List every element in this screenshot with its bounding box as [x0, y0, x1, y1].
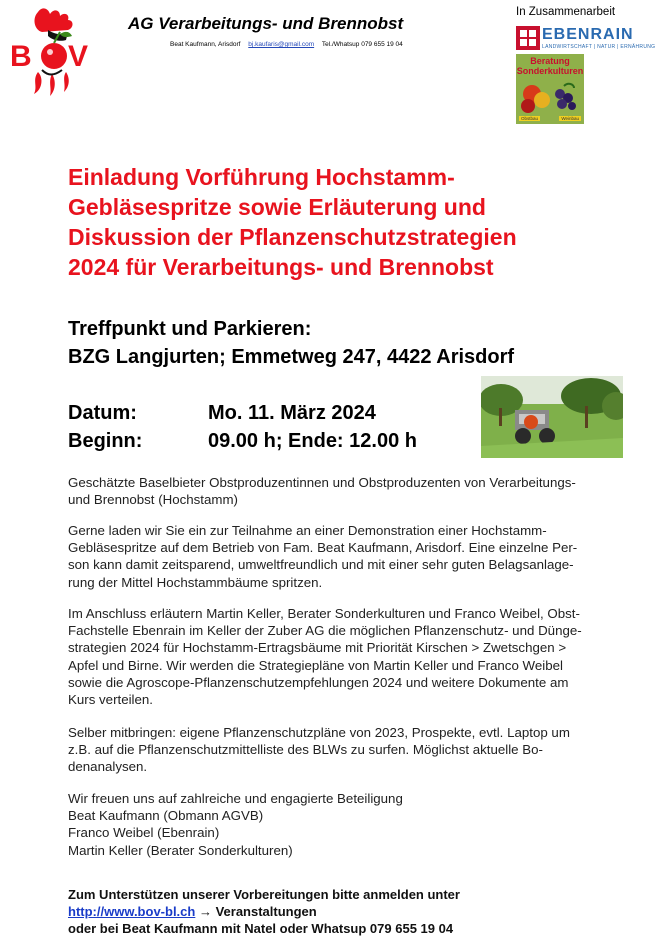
svg-text:V: V	[68, 40, 89, 73]
arrow-icon: →	[195, 904, 216, 919]
paragraph-line: rung der Mittel Hochstammbäume spritzen.	[68, 574, 323, 590]
invitation-paragraph	[68, 522, 636, 591]
chip-obstbau: Obstbau	[521, 116, 539, 121]
paragraph-line: sowie die Agroscope-Pflanzenschutzempfehlungen 2024 und weitere Dokumente am	[68, 674, 569, 690]
paragraph-line: Fachstelle Ebenrain im Keller der Zuber AG die möglichen Pflanzenschutz- und Dünge-	[68, 623, 582, 639]
meeting-point-address: BZG Langjurten; Emmetweg 247, 4422 Arisdorf	[68, 346, 515, 368]
invitation-title	[68, 162, 648, 282]
contact-name: Beat Kaufmann, Arisdorf	[170, 41, 241, 48]
signature-line: Beat Kaufmann (Obmann AGVB)	[68, 808, 264, 824]
followup-paragraph	[68, 605, 636, 708]
title-line: Einladung Vorführung Hochstamm-	[68, 164, 455, 190]
contact-email-link[interactable]: bj.kaufaris@gmail.com	[248, 41, 315, 48]
contact-line	[170, 41, 403, 48]
paragraph-line: son kann damit zeitsparend, umweltfreundlich und mit einer sehr guten Belagsanlage-	[68, 557, 574, 573]
partner-label: In Zusammenarbeit	[516, 6, 616, 18]
closing-paragraph	[68, 790, 636, 859]
bov-logo-icon	[8, 6, 104, 98]
paragraph-line: z.B. auf die Pflanzenschutzmittelliste des BLWs zu surfen. Möglichst aktuelle Bo-	[68, 742, 543, 758]
bov-logo	[8, 6, 104, 98]
title-line: Gebläsespritze sowie Erläuterung und	[68, 194, 486, 220]
orchard-photo-icon	[481, 376, 623, 458]
paragraph-line: Kurs verteilen.	[68, 692, 153, 708]
paragraph-line: Selber mitbringen: eigene Pflanzenschutzpläne von 2023, Prospekte, evtl. Laptop um	[68, 725, 570, 740]
start-label: Beginn:	[68, 430, 143, 452]
greeting-paragraph	[68, 474, 636, 508]
bring-along-paragraph	[68, 724, 636, 776]
ebenrain-name: EBENRAIN	[542, 26, 634, 43]
orchard-sprayer-photo	[481, 376, 623, 458]
title-line: 2024 für Verarbeitungs- und Brennobst	[68, 254, 494, 280]
signature-line: Franco Weibel (Ebenrain)	[68, 825, 220, 841]
footer-line: Zum Unterstützen unserer Vorbereitungen bitte anmelden unter	[68, 887, 460, 902]
paragraph-line: strategien 2024 für Hochstamm-Ertragsbäume mit Priorität Kirschen > Zwetschgen >	[68, 640, 567, 656]
paragraph-line: Im Anschluss erläutern Martin Keller, Berater Sonderkulturen und Franco Weibel, Obst-	[68, 606, 580, 621]
svg-text:B: B	[10, 40, 32, 73]
fruit-illustration-icon	[516, 54, 584, 124]
title-line: Diskussion der Pflanzenschutzstrategien	[68, 224, 517, 250]
beratung-title: Beratung Sonderkulturen	[516, 56, 584, 76]
meeting-point-label: Treffpunkt und Parkieren:	[68, 318, 312, 340]
paragraph-line: und Brennobst (Hochstamm)	[68, 492, 238, 508]
ebenrain-emblem-icon	[516, 26, 540, 50]
organisation-title: AG Verarbeitungs- und Brennobst	[128, 14, 404, 33]
contact-phone: Tel./Whatsup 079 655 19 04	[321, 41, 403, 48]
website-link[interactable]: http://www.bov-bl.ch	[68, 904, 196, 919]
paragraph-line: denanalysen.	[68, 759, 148, 775]
footer-link-suffix: Veranstaltungen	[215, 904, 317, 919]
paragraph-line: Gerne laden wir Sie ein zur Teilnahme an einer Demonstration einer Hochstamm-	[68, 523, 547, 538]
footer-link-line	[68, 903, 648, 920]
footer-line: oder bei Beat Kaufmann mit Natel oder Whatsup 079 655 19 04	[68, 921, 454, 936]
paragraph-line: Gebläsespritze auf dem Betrieb von Fam. Beat Kaufmann, Arisdorf. Eine einzelne Per-	[68, 540, 578, 556]
registration-footer	[68, 886, 648, 937]
date-value: Mo. 11. März 2024	[208, 402, 376, 424]
paragraph-line: Wir freuen uns auf zahlreiche und engagierte Beteiligung	[68, 791, 403, 806]
chip-weinbau: Weinbau	[561, 116, 579, 121]
beratung-sonderkulturen-badge	[516, 54, 584, 124]
signature-line: Martin Keller (Berater Sonderkulturen)	[68, 842, 293, 858]
ebenrain-tagline: LANDWIRTSCHAFT | NATUR | ERNÄHRUNG	[542, 44, 656, 50]
paragraph-line: Apfel und Birne. Wir werden die Strategiepläne von Martin Keller und Franco Weibel	[68, 657, 563, 673]
date-label: Datum:	[68, 402, 137, 424]
start-value: 09.00 h; Ende: 12.00 h	[208, 430, 417, 452]
ebenrain-logo	[516, 26, 660, 52]
paragraph-line: Geschätzte Baselbieter Obstproduzentinnen und Obstproduzenten von Verarbeitungs-	[68, 475, 576, 490]
